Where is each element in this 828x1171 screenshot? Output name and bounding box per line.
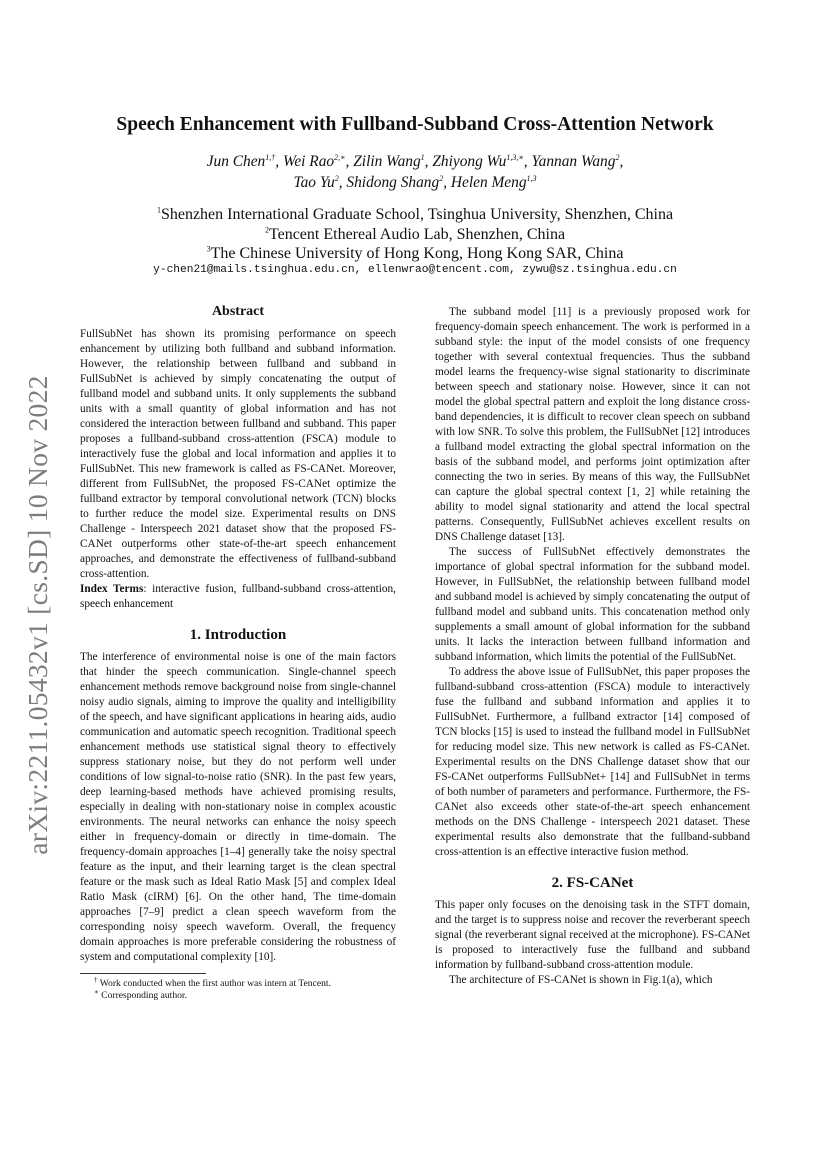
footnote: ∗ Corresponding author.	[94, 987, 187, 1001]
footnote: † Work conducted when the first author was intern at Tencent.	[94, 975, 331, 989]
author-line-2: Tao Yu$^2$, Shidong Shang$^2$, Helen Meng$^{1,3}$	[293, 173, 537, 191]
body-paragraph: The architecture of FS-CANet is shown in Fig.1(a), which	[449, 974, 713, 986]
author: Zhiyong $Wu^{1,3,∗}$	[432, 152, 524, 170]
abstract-heading: Abstract	[211, 304, 265, 319]
author-list	[150, 151, 680, 193]
section-heading-introduction: 1. Introduction	[189, 627, 287, 643]
author: Jun Chen$^{1,\dagger}$	[206, 152, 276, 170]
index-terms-label: Index Terms	[80, 583, 144, 595]
intro-paragraph: The interference of environmental noise is one of the main factors that hinder the speech communication. Single-channel speech enhancement methods remove background noise from single-channel noisy audio signals, aiming to improve the quality and intelligibility of the speech, and have significant applications in hearing aids, audio communication and automatic speech recognition. Traditional speech enhancement methods use statistical signal theory to effectively suppress stationary noise, but they do not perform well under conditions of low signal-to-noise ratio (SNR). In the past few years, deep learning-based methods have achieved promising results, especially in dealing with non-stationary noise in complex acoustic environments. The neural networks can enhance the noisy speech either in frequency-domain or directly in time-domain. The frequency-domain approaches [1–4] generally take the noisy spectral feature as the input, and their learning target is the clean spectral feature or the mask such as Ideal Ratio Mask [5] and complex Ideal Ratio Mask (cIRM) [6]. On the other hand, The time-domain approaches [7–9] predict a clean speech waveform from the corresponding noisy speech waveform. Overall, the frequency domain approaches is more preferable considering the robustness of system and computational complexity [10].	[80, 651, 396, 963]
footnote-divider	[80, 973, 206, 974]
affiliation: $^3$The Chinese University of Hong Kong, Hong Kong SAR, China	[206, 244, 624, 262]
arxiv-identifier	[18, 355, 58, 875]
body-paragraph: To address the above issue of FullSubNet, this paper proposes the fullband-subband cross-attention (FSCA) module to interactively fuse the fullband and subband information and applies it to FullSubNet. Furthermore, a fullband extractor [14] composed of TCN blocks [15] is used to instead the fullband model in FullSubNet for reducing model size. This new network is called as FS-CANet. Experimental results on the DNS Challenge dataset show that our FS-CANet outperforms FullSubNet+ [14] and FullSubNet in terms of both number of parameters and performance. Furthermore, the FS-CANet also exceeds other state-of-the-art speech enhancement methods on the DNS Challenge - interspeech 2021 dataset. These experimental results also demonstrate that the fullband-subband cross-attention is an effective interactive fusion method.	[435, 666, 750, 858]
author: Zilin Wang$^1$	[353, 152, 425, 170]
author-line-1: Jun Chen$^{1,\dagger}$, Wei Rao$^{2,∗}$, Zilin Wang$^1$, Zhiyong $Wu^{1,3,∗}$, Yannan Wang$^2$,	[206, 152, 624, 170]
index-terms	[80, 582, 396, 612]
abstract-text: FullSubNet has shown its promising performance on speech enhancement by utilizing both fullband and subband information. However, the relationship between fullband and subband in FullSubNet is achieved by simply concatenating the output of fullband model and subband units. It only supplements the subband units with a small quantity of global information and has not considered the interaction between fullband and subband. This paper proposes a fullband-subband cross-attention (FSCA) module to interactively fuse the global and local information and applies it to FullSubNet. This new framework is called as FS-CANet. Moreover, different from FullSubNet, the proposed FS-CANet optimize the fullband extractor by temporal convolutional network (TCN) blocks to further reduce the model size. Experimental results on DNS Challenge - Interspeech 2021 dataset show that the proposed FS-CANet outperforms other state-of-the-art speech enhancement approaches, and demonstrate the effectiveness of fullband-subband cross-attention.	[80, 328, 396, 580]
right-column	[435, 305, 750, 988]
body-paragraph: This paper only focuses on the denoising task in the STFT domain, and the target is to suppress noise and recover the reverberant speech signal (the reverberant signal received at the microphone). FS-CANet is proposed to interactively fuse the fullband and subband information by fullband-subband cross-attention module.	[435, 899, 750, 971]
affiliation: $^1$Shenzhen International Graduate School, Tsinghua University, Shenzhen, China	[156, 205, 674, 223]
affiliations	[110, 205, 720, 264]
arxiv-identifier-text: arXiv:2211.05432v1 [cs.SD] 10 Nov 2022	[22, 375, 53, 855]
section-heading-fs-canet: 2. FS-CANet	[551, 875, 634, 891]
author: Wei Rao$^{2,∗}$	[282, 152, 346, 170]
author: Tao Yu$^2$	[293, 173, 339, 191]
affiliation: $^2$Tencent Ethereal Audio Lab, Shenzhen, China	[264, 225, 566, 243]
author: Shidong Shang$^2$	[346, 173, 444, 191]
left-column	[80, 303, 396, 1002]
author: Helen Meng$^{1,3}$	[450, 173, 537, 191]
body-paragraph: The success of FullSubNet effectively demonstrates the importance of global spectral information for the subband model. However, in FullSubNet, the relationship between fullband model and subband model is achieved by simply concatenating the output of fullband model and subband units. This concatenation method only supplements a small amount of global information for the subband units. It lacks the interaction between fullband information and subband information, which limits the potential of the FullSubNet.	[435, 546, 750, 663]
body-paragraph: The subband model [11] is a previously proposed work for frequency-domain speech enhancement. The work is performed in a subband style: the input of the model consists of one frequency together with several contextual frequencies. Thus the subband model learns the frequency-wise signal stationarity to discriminate between speech and stationary noise. However, since it can not model the global spectral pattern and exploit the long distance cross-band dependencies, it is difficult to recover clean speech on subband with low SNR. To solve this problem, the FullSubNet [12] introduces a fullband model extracting the global spectral information on the basis of the subband model, and performs joint optimization after connecting the two in series. By means of this way, the FullSubNet can capture the global spectral context [1, 2] while retaining the ability to model signal stationarity and attend the local spectral patterns. Consequently, FullSubNet achieves excellent results on DNS Challenge dataset [13].	[435, 306, 750, 543]
paper-title: Speech Enhancement with Fullband-Subband Cross-Attention Network	[116, 114, 714, 135]
author: Yannan Wang$^2$	[531, 152, 620, 170]
author-emails: y-chen21@mails.tsinghua.edu.cn, ellenwrao@tencent.com, zywu@sz.tsinghua.edu.cn	[153, 264, 677, 276]
index-terms-text: : interactive fusion, fullband-subband cross-attention, speech enhancement	[80, 583, 396, 610]
